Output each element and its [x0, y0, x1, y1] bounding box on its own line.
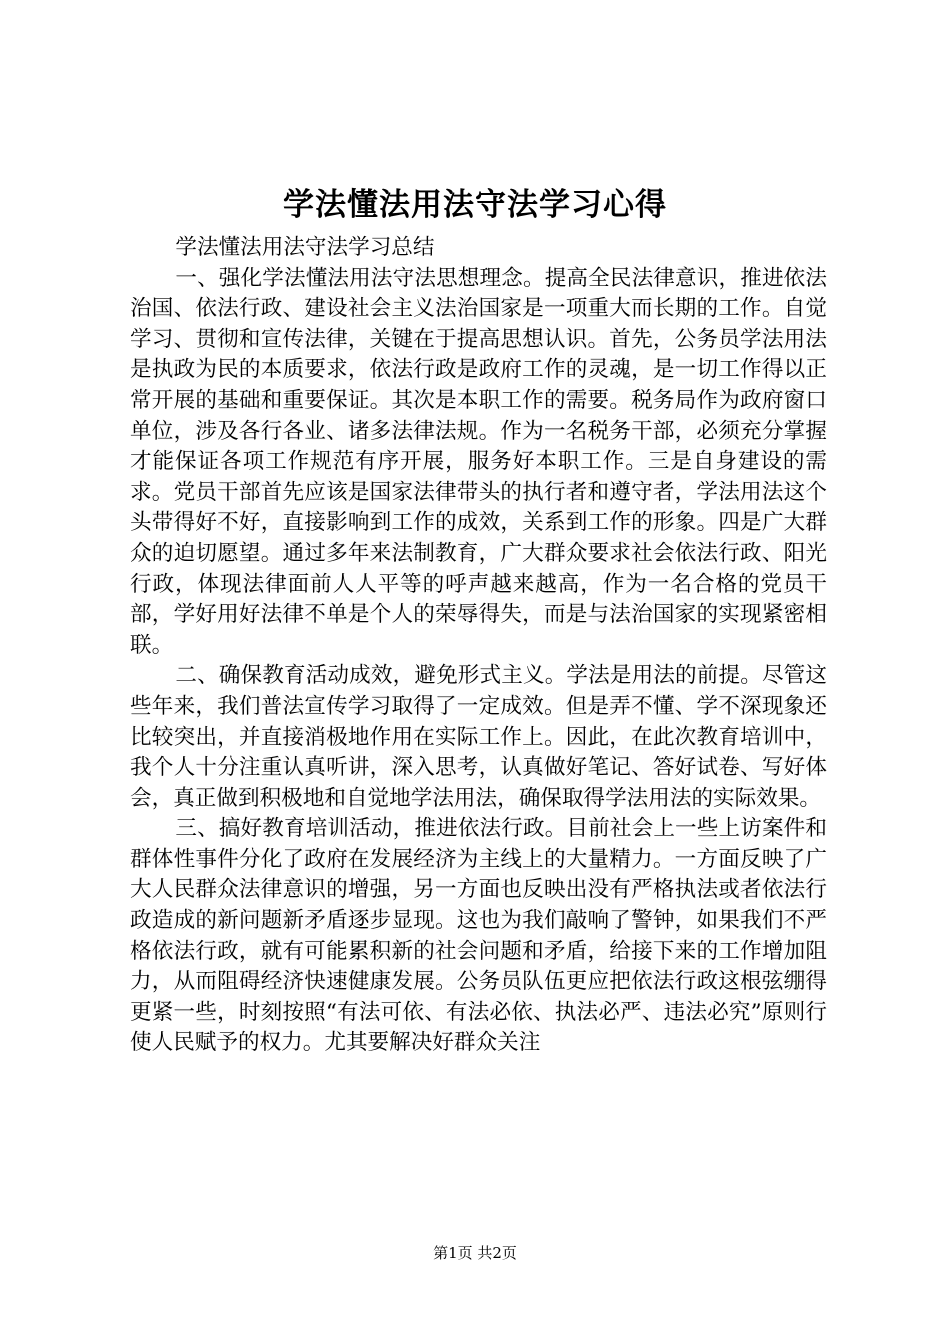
paragraph-1: 一、强化学法懂法用法守法思想理念。提高全民法律意识，推进依法治国、依法行政、建设社会主义法治国家是一项重大而长期的工作。自觉学习、贯彻和宣传法律，关键在于提高思想认识。首先，公务员学法用法是执政为民的本质要求，依法行政是政府工作的灵魂，是一切工作得以正常开展的基础和重要保证。其次是本职工作的需要。税务局作为政府窗口单位，涉及各行各业、诸多法律法规。作为一名税务干部，必须充分掌握才能保证各项工作规范有序开展，服务好本职工作。三是自身建设的需求。党员干部首先应该是国家法律带头的执行者和遵守者，学法用法这个头带得好不好，直接影响到工作的成效，关系到工作的形象。四是广大群众的迫切愿望。通过多年来法制教育，广大群众要求社会依法行政、阳光行政，体现法律面前人人平等的呼声越来越高，作为一名合格的党员干部，学好用好法律不单是个人的荣辱得失，而是与法治国家的实现紧密相联。 [130, 265, 827, 658]
paragraph-3: 三、搞好教育培训活动，推进依法行政。目前社会上一些上访案件和群体性事件分化了政府在发展经济为主线上的大量精力。一方面反映了广大人民群众法律意识的增强，另一方面也反映出没有严格执法或者依法行政造成的新问题新矛盾逐步显现。这也为我们敲响了警钟，如果我们不严格依法行政，就有可能累积新的社会问题和矛盾，给接下来的工作增加阻力，从而阻碍经济快速健康发展。公务员队伍更应把依法行政这根弦绷得更紧一些，时刻按照“有法可依、有法必依、执法必严、违法必究”原则行使人民赋予的权力。尤其要解决好群众关注 [130, 816, 827, 1056]
paragraph-2: 二、确保教育活动成效，避免形式主义。学法是用法的前提。尽管这些年来，我们普法宣传学习取得了一定成效。但是弄不懂、学不深现象还比较突出，并直接消极地作用在实际工作上。因此，在此次教育培训中，我个人十分注重认真听讲，深入思考，认真做好笔记、答好试卷、写好体会，真正做到积极地和自觉地学法用法，确保取得学法用法的实际效果。 [130, 663, 827, 811]
document-body [130, 233, 827, 1059]
document-title: 学法懂法用法守法学习心得 [283, 187, 667, 223]
page-number: 第1页 共2页 [433, 1244, 517, 1262]
summary-heading: 学法懂法用法守法学习总结 [175, 235, 435, 260]
